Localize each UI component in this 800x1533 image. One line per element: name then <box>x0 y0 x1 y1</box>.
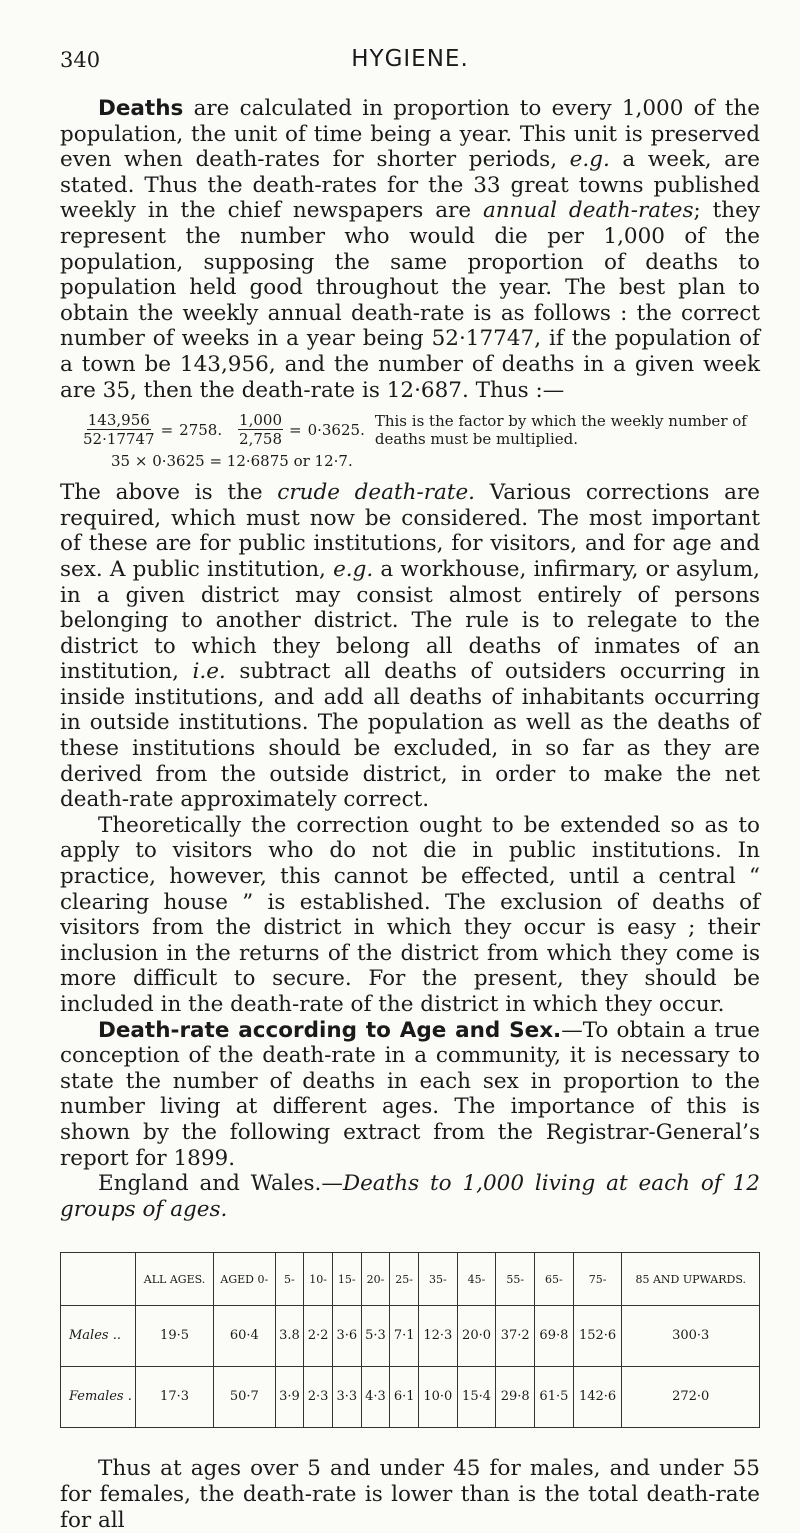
table-cell: 3·9 <box>275 1367 304 1428</box>
column-header: 15- <box>332 1253 361 1306</box>
table-cell: 152·6 <box>573 1306 622 1367</box>
table-cell: 3·3 <box>332 1367 361 1428</box>
row-label: Males .. <box>61 1306 136 1367</box>
table-cell: 29·8 <box>496 1367 535 1428</box>
table-cell: 6·1 <box>390 1367 419 1428</box>
table-cell: 20·0 <box>457 1306 496 1367</box>
column-header: 10- <box>304 1253 333 1306</box>
column-header: 85 AND UPWARDS. <box>622 1253 760 1306</box>
paragraph-conclusion: Thus at ages over 5 and under 45 for males, and under 55 for females, the death-rate is lower than is the total death-rate for all <box>60 1456 760 1533</box>
table-cell: 7·1 <box>390 1306 419 1367</box>
table-cell: 60·4 <box>214 1306 276 1367</box>
paragraph-age-sex: Death-rate according to Age and Sex.—To obtain a true conception of the death-rate in a community, it is necessary to state the number of deaths in each sex in proportion to the number living at different ages. The importance of this is shown by the following extract from the Registrar-General’s report for 1899. <box>60 1017 761 1171</box>
calculation-block: $\frac{143,956}{52\cdot 17747}$ = 2758. $\frac{1,000}{2,758}$ = 0·3625. This is the factor by which the weekly number of deaths must be multiplied. 35 × 0·3625 = 12·6875 or 12·7. <box>83 411 760 470</box>
table-cell: 4·3 <box>361 1367 390 1428</box>
table-cell: 15·4 <box>457 1367 496 1428</box>
table-row <box>61 1306 760 1367</box>
column-header: 65- <box>535 1253 574 1306</box>
table-caption: England and Wales.—Deaths to 1,000 living at each of 12 groups of ages. <box>60 1171 760 1222</box>
death-rate-table <box>60 1252 760 1428</box>
table-header-row <box>61 1253 760 1306</box>
fraction-1: $\frac{143,956}{52\cdot 17747}$ <box>83 411 155 449</box>
table-cell: 2·3 <box>304 1367 333 1428</box>
page-body <box>60 96 760 1533</box>
table-cell: 3.8 <box>275 1306 304 1367</box>
table-cell: 19·5 <box>136 1306 214 1367</box>
table-cell: 12·3 <box>419 1306 458 1367</box>
paragraph-deaths-intro: Deaths are calculated in proportion to every 1,000 of the population, the unit of time being a year. This unit is preserved even when death-rates for shorter periods, e.g. a week, are stated. Thus the death-rates for the 33 great towns published weekly in the chief newspapers are annual death-rates; they represent the number who would die per 1,000 of the population, supposing the same proportion of deaths to population held good throughout the year. The best plan to obtain the weekly annual death-rate is as follows : the correct number of weeks in a year being 52·17747, if the population of a town be 143,956, and the number of deaths in a given week are 35, then the death-rate is 12·687. Thus :— <box>60 96 760 403</box>
table-cell: 50·7 <box>214 1367 276 1428</box>
column-header: 25- <box>390 1253 419 1306</box>
table-cell: 69·8 <box>535 1306 574 1367</box>
paragraph-visitors: Theoretically the correction ought to be extended so as to apply to visitors who do not die in public institutions. In practice, however, this cannot be effected, until a central “ clearing house ” is established. The exclusion of deaths of visitors from the district in which they occur is easy ; their inclusion in the returns of the district from which they come is more difficult to secure. For the present, they should be included in the death-rate of the district in which they occur. <box>60 812 760 1017</box>
table-cell: 142·6 <box>573 1367 622 1428</box>
paragraph-lead: Deaths <box>98 96 184 121</box>
calculation-result: 35 × 0·3625 = 12·6875 or 12·7. <box>111 452 353 471</box>
section-heading: Death-rate according to Age and Sex. <box>98 1017 562 1043</box>
page-number: 340 <box>60 48 101 72</box>
table-cell: 37·2 <box>496 1306 535 1367</box>
table-cell: 300·3 <box>622 1306 760 1367</box>
table-cell: 3·6 <box>332 1306 361 1367</box>
column-header: 5- <box>275 1253 304 1306</box>
column-header: ALL AGES. <box>136 1253 214 1306</box>
table-row <box>61 1367 760 1428</box>
table-cell: 272·0 <box>622 1367 760 1428</box>
factor-note: This is the factor by which the weekly number of deaths must be multiplied. <box>374 411 747 448</box>
table-cell: 17·3 <box>136 1367 214 1428</box>
row-label: Females . <box>61 1367 136 1428</box>
column-header: AGED 0- <box>214 1253 276 1306</box>
table-cell: 5·3 <box>361 1306 390 1367</box>
table-cell: 10·0 <box>419 1367 458 1428</box>
fraction-2: $\frac{1,000}{2,758}$ <box>239 411 282 449</box>
column-header: 35- <box>419 1253 458 1306</box>
paragraph-crude-rate: The above is the crude death-rate. Various corrections are required, which must now be considered. The most important of these are for public institutions, for visitors, and for age and sex. A public institution, e.g. a workhouse, infirmary, or asylum, in a given district may consist almost entirely of persons belonging to another district. The rule is to relegate to the district to which they belong all deaths of inmates of an institution, i.e. subtract all deaths of outsiders occurring in inside institutions, and add all deaths of inhabitants occurring in outside institutions. The population as well as the deaths of these institutions should be excluded, in so far as they are derived from the outside district, in order to make the net death-rate approximately correct. <box>60 480 760 813</box>
table-cell: 61·5 <box>535 1367 574 1428</box>
page-header <box>60 48 760 88</box>
table-cell: 2·2 <box>304 1306 333 1367</box>
column-header: 75- <box>573 1253 622 1306</box>
column-header: 45- <box>457 1253 496 1306</box>
column-header: 20- <box>361 1253 390 1306</box>
column-header: 55- <box>496 1253 535 1306</box>
running-head: HYGIENE. <box>351 46 469 72</box>
